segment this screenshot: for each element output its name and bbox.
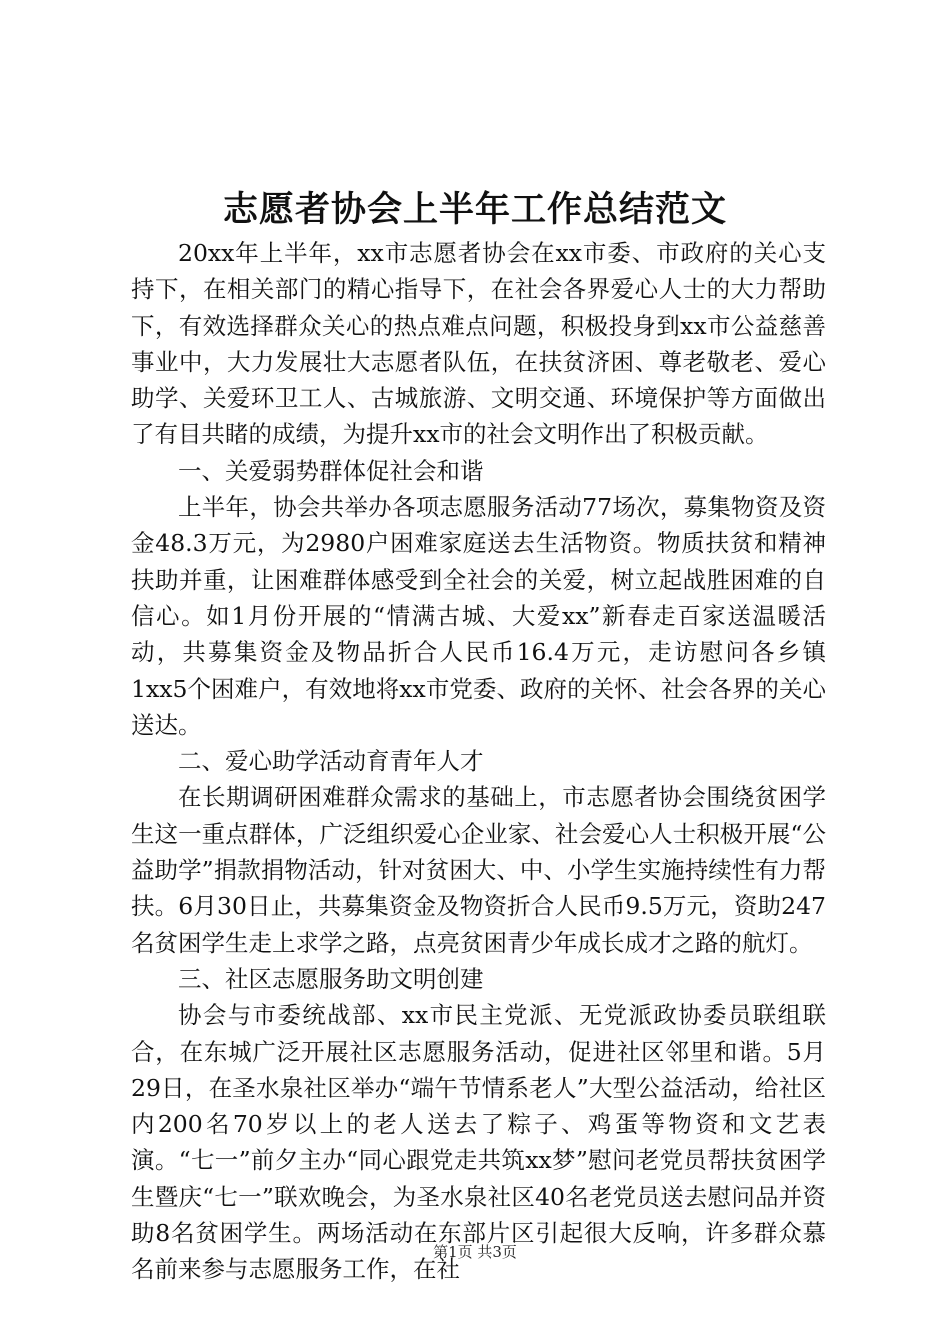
section-heading-2: 二、爱心助学活动育青年人才 (178, 747, 484, 776)
page-footer: 第1页 共3页 (433, 1243, 517, 1261)
document-title: 志愿者协会上半年工作总结范文 (222, 189, 727, 230)
section-1-paragraph: 上半年，协会共举办各项志愿服务活动77场次，募集物资及资金48.3万元，为2980户困难家庭送去生活物资。物质扶贫和精神扶助并重，让困难群体感受到全社会的关爱，树立起战胜困难的自信心。如1月份开展的“情满古城、大爱xx”新春走百家送温暖活动，共募集资金及物品折合人民币16.4万元，走访慰问各乡镇1xx5个困难户，有效地将xx市党委、政府的关怀、社会各界的关心送达。 (131, 493, 826, 739)
document-body (131, 235, 826, 1288)
section-2-paragraph: 在长期调研困难群众需求的基础上，市志愿者协会围绕贫困学生这一重点群体，广泛组织爱心企业家、社会爱心人士积极开展“公益助学”捐款捐物活动，针对贫困大、中、小学生实施持续性有力帮扶。6月30日止，共募集资金及物资折合人民币9.5万元，资助247名贫困学生走上求学之路，点亮贫困青少年成长成才之路的航灯。 (131, 783, 826, 957)
section-heading-1: 一、关爱弱势群体促社会和谐 (178, 456, 484, 485)
intro-paragraph: 20xx年上半年，xx市志愿者协会在xx市委、市政府的关心支持下，在相关部门的精心指导下，在社会各界爱心人士的大力帮助下，有效选择群众关心的热点难点问题，积极投身到xx市公益慈善事业中，大力发展壮大志愿者队伍，在扶贫济困、尊老敬老、爱心助学、关爱环卫工人、古城旅游、文明交通、环境保护等方面做出了有目共睹的成绩，为提升xx市的社会文明作出了积极贡献。 (131, 239, 826, 449)
section-heading-3: 三、社区志愿服务助文明创建 (178, 964, 484, 993)
section-3-paragraph: 协会与市委统战部、xx市民主党派、无党派政协委员联组联合，在东城广泛开展社区志愿服务活动，促进社区邻里和谐。5月29日，在圣水泉社区举办“端午节情系老人”大型公益活动，给社区内200名70岁以上的老人送去了粽子、鸡蛋等物资和文艺表演。“七一”前夕主办“同心跟党走共筑xx梦”慰问老党员帮扶贫困学生暨庆“七一”联欢晚会，为圣水泉社区40名老党员送去慰问品并资助8名贫困学生。两场活动在东部片区引起很大反响，许多群众慕名前来参与志愿服务工作，在社 (131, 1001, 826, 1284)
